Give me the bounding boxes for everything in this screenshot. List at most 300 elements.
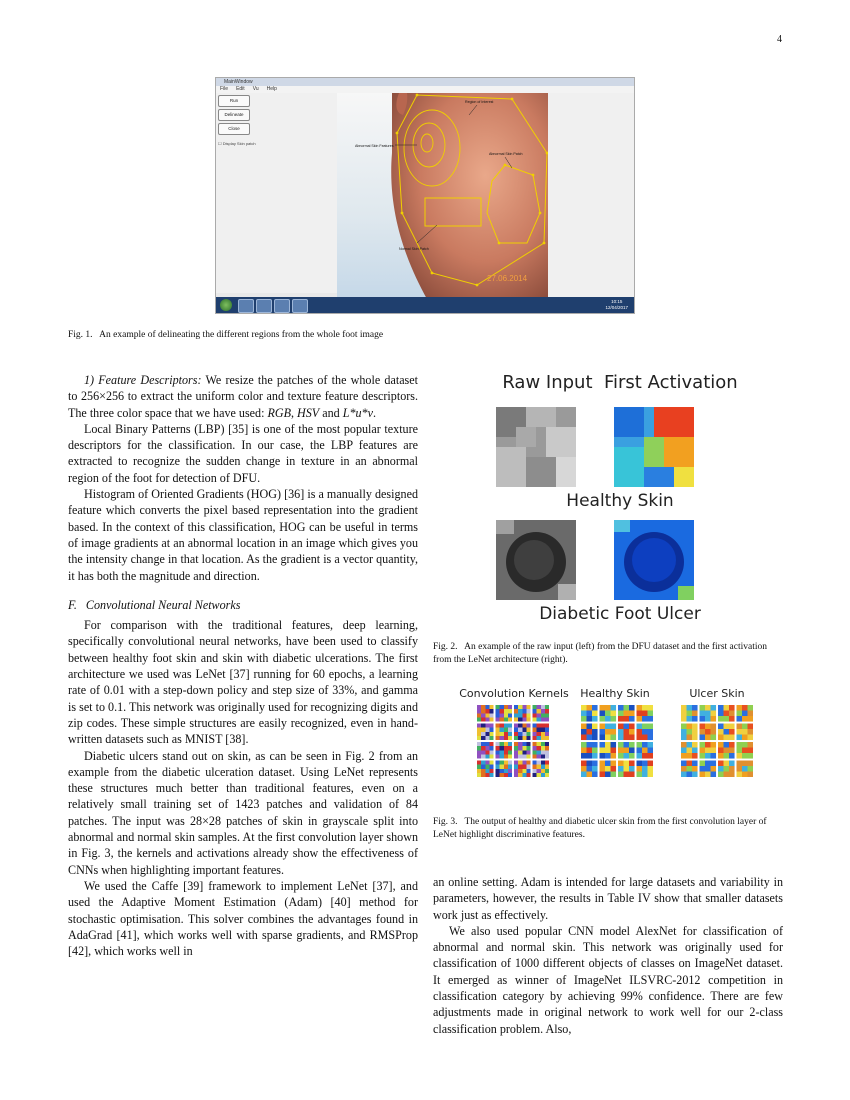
kernel-cell xyxy=(481,769,485,773)
kernel-cell xyxy=(481,724,485,728)
kernel-cell xyxy=(489,754,493,758)
ulcer-activation-cell xyxy=(711,711,717,717)
ulcer-activation-cell xyxy=(700,772,706,778)
menu-edit[interactable]: Edit xyxy=(236,86,245,92)
ulcer-activation-cell xyxy=(737,753,743,759)
ulcer-activation-cell xyxy=(748,724,754,730)
kernel-cell xyxy=(526,724,530,728)
kernel-cell xyxy=(537,732,541,736)
kernel-cell xyxy=(504,765,508,769)
ulcer-activation-cell xyxy=(705,705,711,711)
kernel-cell xyxy=(522,724,526,728)
healthy-activation-cell xyxy=(592,766,598,772)
label-normal-patch: Normal Skin Patch xyxy=(399,247,429,251)
label-healthy-skin-fig3: Healthy Skin xyxy=(580,687,650,700)
ulcer-activation-cell xyxy=(692,724,698,730)
kernel-cell xyxy=(533,713,537,717)
ulcer-activation-cell xyxy=(742,748,748,754)
ulcer-activation-cell xyxy=(692,766,698,772)
ulcer-activation-cell xyxy=(742,761,748,767)
kernel-cell xyxy=(533,717,537,721)
start-button[interactable] xyxy=(220,299,232,311)
kernel-cell xyxy=(522,750,526,754)
ulcer-activation-cell xyxy=(724,729,730,735)
healthy-activation-cell xyxy=(587,748,593,754)
healthy-activation-cell xyxy=(629,729,635,735)
kernel-cell xyxy=(514,705,518,709)
kernel-cell xyxy=(489,769,493,773)
delineate-button[interactable]: Delineate xyxy=(218,109,250,121)
healthy-activation-tile xyxy=(614,407,694,487)
healthy-raw-tile xyxy=(496,407,576,487)
kernel-cell xyxy=(508,709,512,713)
ulcer-activation-cell xyxy=(737,729,743,735)
caffe-paragraph: We used the Caffe [39] framework to implement LeNet [37], and used the Adaptive Moment Estimation (Adam) [40] method for stochastic optimisation. This solver combines the advantages found in AdaGrad [41], which works well with sparse gradients, and RMSProp [42], which works well in xyxy=(68,878,418,959)
ulcer-activation-cell xyxy=(718,753,724,759)
kernel-cell xyxy=(522,705,526,709)
healthy-activation-cell xyxy=(600,735,606,741)
kernel-cell xyxy=(522,746,526,750)
kernel-cell xyxy=(496,750,500,754)
kernel-cell xyxy=(537,750,541,754)
kernel-cell xyxy=(518,773,522,777)
kernel-cell xyxy=(526,709,530,713)
kernel-cell xyxy=(477,713,481,717)
diabetic-ulcers-paragraph: Diabetic ulcers stand out on skin, as can be seen in Fig. 2 from an example from the diabetic ulceration dataset. Using LeNet represents these structures much better than traditional features, even on a relatively small training set of 1423 patches and validation of 84 patches. The input was 28×28 patches of skin in grayscale split into abnormal and normal skin samples. At the first convolution layer shown in Fig. 3, the kernels and activations already show the effectiveness of CNNs when highlighting important features. xyxy=(68,748,418,877)
ulcer-activation-cell xyxy=(729,748,735,754)
ulcer-activation-cell xyxy=(718,772,724,778)
kernel-cell xyxy=(500,773,504,777)
ulcer-activation-cell xyxy=(692,729,698,735)
ulcer-activation-cell xyxy=(687,748,693,754)
healthy-activation-cell xyxy=(637,748,643,754)
kernel-cell xyxy=(508,724,512,728)
kernel-cell xyxy=(537,713,541,717)
kernel-cell xyxy=(508,769,512,773)
kernel-cell xyxy=(496,705,500,709)
ulcer-activation-cell xyxy=(742,705,748,711)
healthy-activation-cell xyxy=(624,724,630,730)
kernels-grid xyxy=(477,705,549,777)
kernel-cell xyxy=(496,746,500,750)
kernel-cell xyxy=(518,732,522,736)
kernel-cell xyxy=(508,765,512,769)
kernel-cell xyxy=(537,773,541,777)
ulcer-activation-cell xyxy=(681,705,687,711)
kernel-cell xyxy=(526,742,530,746)
ulcer-activation-cell xyxy=(705,716,711,722)
healthy-activation-cell xyxy=(600,761,606,767)
date-stamp: 27.06.2014 xyxy=(487,274,528,283)
kernel-cell xyxy=(485,709,489,713)
kernel-cell xyxy=(545,769,549,773)
ulcer-activation-cell xyxy=(718,716,724,722)
kernel-cell xyxy=(545,709,549,713)
ulcer-activation-cell xyxy=(705,748,711,754)
ulcer-activation-cell xyxy=(748,735,754,741)
ulcer-activation-cell xyxy=(687,705,693,711)
healthy-activation-cell xyxy=(605,729,611,735)
ulcer-activation-cell xyxy=(729,761,735,767)
healthy-activation-cell xyxy=(637,724,643,730)
kernel-cell xyxy=(537,761,541,765)
healthy-activation-cell xyxy=(629,716,635,722)
kernel-cell xyxy=(526,713,530,717)
cnn-paragraph: For comparison with the traditional features, deep learning, specifically convolutional neural networks, have been used to classify between healthy foot skin and skin with diabetic ulcerations. The first architecture we used was LeNet [37] running for 60 epochs, a learning rate of 0.01 with a step-down policy and step size of 33%, and gamma is set to 0.1. This network was originally used for recognizing digits and zip codes. These simple structures are easily recognized, even in hand-written datasets such as MNIST [38]. xyxy=(68,618,418,747)
kernel-cell xyxy=(481,746,485,750)
kernel-cell xyxy=(545,761,549,765)
ulcer-activation-cell xyxy=(687,753,693,759)
ulcer-activation-cell xyxy=(718,766,724,772)
kernel-cell xyxy=(500,728,504,732)
healthy-activation-cell xyxy=(600,766,606,772)
kernel-cell xyxy=(522,728,526,732)
healthy-activation-cell xyxy=(648,748,654,754)
healthy-activation-cell xyxy=(592,748,598,754)
kernel-cell xyxy=(522,761,526,765)
label-abnormal-features: Abnormal Skin Features xyxy=(355,144,394,148)
healthy-activation-cell xyxy=(611,761,617,767)
ulcer-activation-cell xyxy=(681,761,687,767)
kernel-cell xyxy=(500,732,504,736)
kernel-cell xyxy=(545,724,549,728)
kernel-cell xyxy=(508,746,512,750)
kernel-cell xyxy=(518,742,522,746)
healthy-activation-cell xyxy=(611,711,617,717)
ulcer-activation-cell xyxy=(692,711,698,717)
ulcer-activation-cell xyxy=(711,772,717,778)
kernel-cell xyxy=(485,761,489,765)
taskbar-app-icon[interactable] xyxy=(256,299,272,313)
right-panel xyxy=(548,93,635,299)
kernel-cell xyxy=(537,717,541,721)
ulcer-activation-cell xyxy=(729,724,735,730)
healthy-activation-cell xyxy=(642,729,648,735)
healthy-activation-cell xyxy=(587,705,593,711)
healthy-activation-cell xyxy=(605,724,611,730)
kernel-cell xyxy=(508,773,512,777)
kernel-cell xyxy=(545,746,549,750)
kernel-cell xyxy=(545,732,549,736)
kernel-cell xyxy=(514,709,518,713)
control-panel xyxy=(216,93,337,293)
healthy-activation-cell xyxy=(624,716,630,722)
ulcer-activation-cell xyxy=(711,753,717,759)
figure-2-caption: Fig. 2. An example of the raw input (left) from the DFU dataset and the first activation from the LeNet architecture (right). xyxy=(433,642,767,665)
taskbar-app-icon[interactable] xyxy=(238,299,254,313)
run-button[interactable]: Run xyxy=(218,95,250,107)
kernel-cell xyxy=(526,773,530,777)
ulcer-activation-cell xyxy=(737,748,743,754)
healthy-activation-cell xyxy=(637,766,643,772)
kernel-cell xyxy=(537,705,541,709)
kernel-cell xyxy=(500,742,504,746)
kernel-cell xyxy=(496,728,500,732)
kernel-cell xyxy=(526,754,530,758)
healthy-activation-cell xyxy=(624,705,630,711)
taskbar xyxy=(216,297,634,313)
label-abnormal-patch: Abnormal Skin Patch xyxy=(489,152,523,156)
kernel-cell xyxy=(522,765,526,769)
ulcer-activation-cell xyxy=(687,735,693,741)
ulcer-activation-cell xyxy=(681,742,687,748)
ulcer-activation-cell xyxy=(700,742,706,748)
kernel-cell xyxy=(485,750,489,754)
healthy-activation-cell xyxy=(605,761,611,767)
close-button[interactable]: Close xyxy=(218,123,250,135)
kernel-cell xyxy=(533,728,537,732)
ulcer-activation-cell xyxy=(718,705,724,711)
kernel-cell xyxy=(504,773,508,777)
kernel-cell xyxy=(541,769,545,773)
healthy-activation-cell xyxy=(637,716,643,722)
healthy-activation-cell xyxy=(587,742,593,748)
ulcer-activation-cell xyxy=(700,766,706,772)
healthy-activation-cell xyxy=(648,711,654,717)
kernel-cell xyxy=(504,709,508,713)
ulcer-activation-cell xyxy=(742,735,748,741)
ulcer-raw-tile xyxy=(496,520,576,600)
healthy-activation-cell xyxy=(600,711,606,717)
healthy-activation-cell xyxy=(629,766,635,772)
healthy-activation-cell xyxy=(611,748,617,754)
kernel-cell xyxy=(514,750,518,754)
healthy-activation-cell xyxy=(587,716,593,722)
kernel-cell xyxy=(489,773,493,777)
healthy-activation-cell xyxy=(642,742,648,748)
ulcer-activation-cell xyxy=(681,753,687,759)
kernel-cell xyxy=(504,728,508,732)
ulcer-activation-cell xyxy=(705,724,711,730)
ulcer-activation-cell xyxy=(700,729,706,735)
ulcer-activation-cell xyxy=(687,766,693,772)
kernel-cell xyxy=(496,765,500,769)
ulcer-activation-cell xyxy=(729,742,735,748)
healthy-activation-cell xyxy=(587,753,593,759)
ulcer-activation-cell xyxy=(711,735,717,741)
healthy-activation-cell xyxy=(629,711,635,717)
taskbar-clock: 10:15 12/04/2017 xyxy=(605,299,628,310)
kernel-cell xyxy=(477,754,481,758)
display-patch-checkbox[interactable]: ☐ Display Skin patch xyxy=(218,141,256,146)
healthy-activation-cell xyxy=(624,729,630,735)
ulcer-activation-cell xyxy=(687,724,693,730)
kernel-cell xyxy=(522,773,526,777)
kernel-cell xyxy=(500,724,504,728)
ulcer-activation-cell xyxy=(705,742,711,748)
ulcer-activation-cell xyxy=(748,772,754,778)
kernel-cell xyxy=(481,732,485,736)
kernel-cell xyxy=(485,746,489,750)
kernel-cell xyxy=(526,736,530,740)
kernel-cell xyxy=(518,746,522,750)
kernel-cell xyxy=(514,769,518,773)
taskbar-app-icon[interactable] xyxy=(292,299,308,313)
kernel-cell xyxy=(518,705,522,709)
healthy-activation-cell xyxy=(618,711,624,717)
healthy-activation-cell xyxy=(600,742,606,748)
healthy-activation-cell xyxy=(600,724,606,730)
menu-file[interactable]: File xyxy=(220,86,229,92)
ulcer-activation-cell xyxy=(724,766,730,772)
healthy-activation-cell xyxy=(629,748,635,754)
healthy-activation-cell xyxy=(592,711,598,717)
ulcer-activation-cell xyxy=(711,724,717,730)
healthy-activation-cell xyxy=(581,761,587,767)
ulcer-activation-cell xyxy=(724,772,730,778)
kernel-cell xyxy=(504,754,508,758)
kernel-cell xyxy=(485,773,489,777)
kernel-cell xyxy=(481,750,485,754)
figure-3-caption: Fig. 3. The output of healthy and diabetic ulcer skin from the first convolution layer of LeNet highlight discriminative features. xyxy=(433,817,767,840)
kernel-cell xyxy=(477,773,481,777)
healthy-activation-cell xyxy=(637,742,643,748)
kernel-cell xyxy=(481,717,485,721)
left-column xyxy=(68,372,418,959)
kernel-cell xyxy=(541,705,545,709)
figure-3 xyxy=(455,683,765,783)
healthy-activation-cell xyxy=(600,705,606,711)
kernel-cell xyxy=(496,713,500,717)
kernel-cell xyxy=(533,765,537,769)
menu-view[interactable]: Vu xyxy=(252,86,259,92)
kernel-cell xyxy=(500,769,504,773)
kernel-cell xyxy=(533,769,537,773)
healthy-activation-cell xyxy=(600,729,606,735)
kernel-cell xyxy=(545,736,549,740)
ulcer-activation-cell xyxy=(742,742,748,748)
healthy-activation-cell xyxy=(642,748,648,754)
kernel-cell xyxy=(489,724,493,728)
kernel-cell xyxy=(514,724,518,728)
healthy-activation-cell xyxy=(642,766,648,772)
kernel-cell xyxy=(504,750,508,754)
ulcer-activation-cell xyxy=(692,716,698,722)
label-healthy-skin: Healthy Skin xyxy=(566,491,674,511)
healthy-activation-cell xyxy=(637,711,643,717)
kernel-cell xyxy=(522,736,526,740)
ulcer-activation-cell xyxy=(700,724,706,730)
kernel-cell xyxy=(526,705,530,709)
ulcer-activation-cell xyxy=(737,766,743,772)
kernel-cell xyxy=(541,724,545,728)
taskbar-app-icon[interactable] xyxy=(274,299,290,313)
kernel-cell xyxy=(485,742,489,746)
healthy-activation-cell xyxy=(592,705,598,711)
kernel-cell xyxy=(477,705,481,709)
ulcer-activation-cell xyxy=(718,761,724,767)
ulcer-activation-cell xyxy=(718,724,724,730)
healthy-activation-cell xyxy=(648,772,654,778)
kernel-cell xyxy=(514,732,518,736)
ulcer-activation-cell xyxy=(705,761,711,767)
section-heading-cnn: F. Convolutional Neural Networks xyxy=(68,597,241,612)
kernel-cell xyxy=(500,705,504,709)
kernel-cell xyxy=(514,761,518,765)
kernel-cell xyxy=(533,754,537,758)
ulcer-activation-cell xyxy=(718,742,724,748)
healthy-activation-cell xyxy=(581,729,587,735)
healthy-activation-cell xyxy=(637,729,643,735)
kernel-cell xyxy=(541,709,545,713)
healthy-activation-cell xyxy=(624,761,630,767)
kernel-cell xyxy=(489,713,493,717)
kernel-cell xyxy=(545,713,549,717)
kernel-cell xyxy=(533,761,537,765)
healthy-activation-cell xyxy=(642,753,648,759)
kernel-cell xyxy=(545,765,549,769)
ulcer-activation-cell xyxy=(742,716,748,722)
menu-help[interactable]: Help xyxy=(266,86,277,92)
ulcer-activation-cell xyxy=(724,742,730,748)
kernel-cell xyxy=(533,732,537,736)
healthy-activation-cell xyxy=(637,753,643,759)
healthy-activation-cell xyxy=(592,742,598,748)
ulcer-activation-cell xyxy=(729,705,735,711)
kernel-cell xyxy=(477,765,481,769)
healthy-activation-cell xyxy=(629,724,635,730)
ulcer-activation-cell xyxy=(724,716,730,722)
healthy-activation-cell xyxy=(618,772,624,778)
lbp-paragraph: Local Binary Patterns (LBP) [35] is one of the most popular texture descriptors for the classification. In our case, the LBP features are extracted to recognize the sudden change in texture in an abnormal region of the foot for detection of DFU. xyxy=(68,421,418,485)
ulcer-activation-cell xyxy=(687,716,693,722)
kernel-cell xyxy=(504,746,508,750)
healthy-activation-cell xyxy=(642,724,648,730)
ulcer-activation-cell xyxy=(711,705,717,711)
ulcer-activation-cell xyxy=(742,753,748,759)
foot-image xyxy=(337,93,548,299)
kernel-cell xyxy=(500,750,504,754)
hog-paragraph: Histogram of Oriented Gradients (HOG) [36] is a manually designed feature which converts the pixel based representation into the gradient based. In the context of this classification, HOG can be useful in terms of image gradients at an abnormal location in an image which gives you the intensity change in that location. As the gradient is a vector quantity, it has both the magnitude and direction. xyxy=(68,487,418,583)
kernel-cell xyxy=(541,754,545,758)
kernel-cell xyxy=(522,717,526,721)
ulcer-activation-cell xyxy=(692,748,698,754)
kernel-cell xyxy=(504,732,508,736)
kernel-cell xyxy=(514,765,518,769)
alexnet-paragraph: We also used popular CNN model AlexNet for classification of abnormal and normal skin. This network was originally used for classification of 1000 different objects of classes on ImageNet dataset. It emerged as winner of ImageNet ILSVRC-2012 competition in classification category by achieving 99% confidence. There are few adjustments made in original network to work well for our 2-class classification problem. Also, xyxy=(433,923,783,1036)
healthy-activation-cell xyxy=(605,711,611,717)
kernel-cell xyxy=(489,750,493,754)
kernel-cell xyxy=(500,736,504,740)
kernel-cell xyxy=(537,709,541,713)
ulcer-activation-cell xyxy=(711,761,717,767)
kernel-cell xyxy=(522,713,526,717)
ulcer-activation-cell xyxy=(737,735,743,741)
kernel-cell xyxy=(537,724,541,728)
healthy-activation-cell xyxy=(648,761,654,767)
kernel-cell xyxy=(504,769,508,773)
kernel-cell xyxy=(485,713,489,717)
kernel-cell xyxy=(496,754,500,758)
ulcer-activation-cell xyxy=(748,711,754,717)
healthy-activation-cell xyxy=(592,772,598,778)
kernel-cell xyxy=(477,728,481,732)
ulcer-activation-cell xyxy=(687,772,693,778)
kernel-cell xyxy=(508,736,512,740)
ulcer-activation-cell xyxy=(692,705,698,711)
ulcer-activation-cell xyxy=(724,735,730,741)
kernel-cell xyxy=(526,765,530,769)
healthy-activation-cell xyxy=(637,772,643,778)
kernel-cell xyxy=(522,732,526,736)
kernel-cell xyxy=(504,713,508,717)
kernel-cell xyxy=(485,769,489,773)
kernel-cell xyxy=(541,765,545,769)
kernel-cell xyxy=(504,705,508,709)
kernel-cell xyxy=(545,750,549,754)
kernel-cell xyxy=(518,709,522,713)
kernel-cell xyxy=(541,742,545,746)
